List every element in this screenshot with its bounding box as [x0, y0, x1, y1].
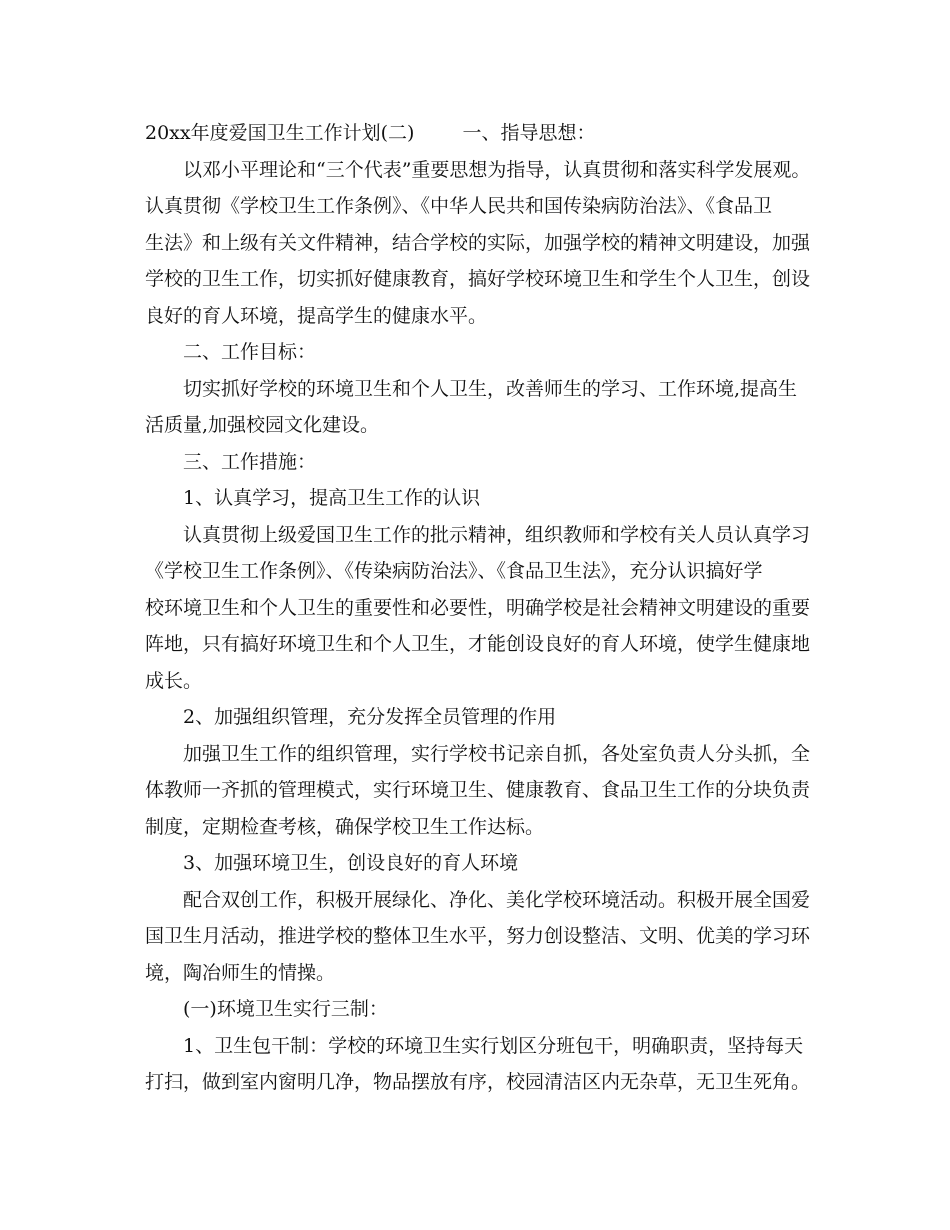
paragraph-line: 配合双创工作，积极开展绿化、净化、美化学校环境活动。积极开展全国爱	[183, 888, 811, 911]
paragraph-line: 认真贯彻《学校卫生工作条例》、《中华人民共和国传染病防治法》、《食品卫	[145, 195, 773, 217]
heading-work-goals: 二、工作目标：	[183, 341, 317, 363]
subheading-study: 1、认真学习，提高卫生工作的认识	[183, 487, 481, 509]
document-title: 20xx年度爱国卫生工作计划(二)	[145, 122, 415, 144]
document-body	[145, 115, 825, 1101]
paragraph-line: 切实抓好学校的环境卫生和个人卫生，改善师生的学习、工作环境,提高生	[183, 377, 798, 400]
paragraph-line: 国卫生月活动，推进学校的整体卫生水平，努力创设整洁、文明、优美的学习环	[145, 925, 811, 947]
subheading-three-systems: (一)环境卫生实行三制：	[183, 998, 388, 1020]
title-line	[145, 115, 825, 152]
paragraph-line: 成长。	[145, 669, 203, 692]
paragraph-line: 以邓小平理论和“三个代表”重要思想为指导，认真贯彻和落实科学发展观。	[183, 158, 811, 181]
heading-guiding-ideology: 一、指导思想：	[462, 122, 596, 144]
paragraph-line: 认真贯彻上级爱国卫生工作的批示精神，组织教师和学校有关人员认真学习	[183, 523, 811, 546]
paragraph-line: 制度，定期检查考核，确保学校卫生工作达标。	[145, 815, 545, 838]
paragraph-line: 体教师一齐抓的管理模式，实行环境卫生、健康教育、食品卫生工作的分块负责	[145, 779, 811, 801]
paragraph-line: 活质量,加强校园文化建设。	[145, 414, 380, 436]
subheading-management: 2、加强组织管理，充分发挥全员管理的作用	[183, 706, 557, 728]
paragraph-line: 校环境卫生和个人卫生的重要性和必要性，明确学校是社会精神文明建设的重要	[145, 596, 811, 619]
paragraph-line: 《学校卫生工作条例》、《传染病防治法》、《食品卫生法》，充分认识搞好学	[145, 560, 763, 582]
paragraph-line: 生法》和上级有关文件精神，结合学校的实际，加强学校的精神文明建设，加强	[145, 231, 811, 254]
paragraph-line: 1、卫生包干制：学校的环境卫生实行划区分班包干，明确职责，坚持每天	[183, 1034, 804, 1057]
subheading-environment: 3、加强环境卫生，创设良好的育人环境	[183, 852, 519, 874]
paragraph-line: 加强卫生工作的组织管理，实行学校书记亲自抓，各处室负责人分头抓，全	[183, 742, 811, 765]
paragraph-line: 学校的卫生工作，切实抓好健康教育，搞好学校环境卫生和学生个人卫生，创设	[145, 268, 811, 290]
paragraph-line: 阵地，只有搞好环境卫生和个人卫生，才能创设良好的育人环境，使学生健康地	[145, 633, 811, 655]
paragraph-line: 打扫，做到室内窗明几净，物品摆放有序，校园清洁区内无杂草，无卫生死角。	[145, 1071, 811, 1093]
paragraph-line: 良好的育人环境，提高学生的健康水平。	[145, 304, 488, 327]
heading-work-measures: 三、工作措施：	[183, 450, 317, 473]
paragraph-line: 境，陶冶师生的情操。	[145, 961, 336, 984]
